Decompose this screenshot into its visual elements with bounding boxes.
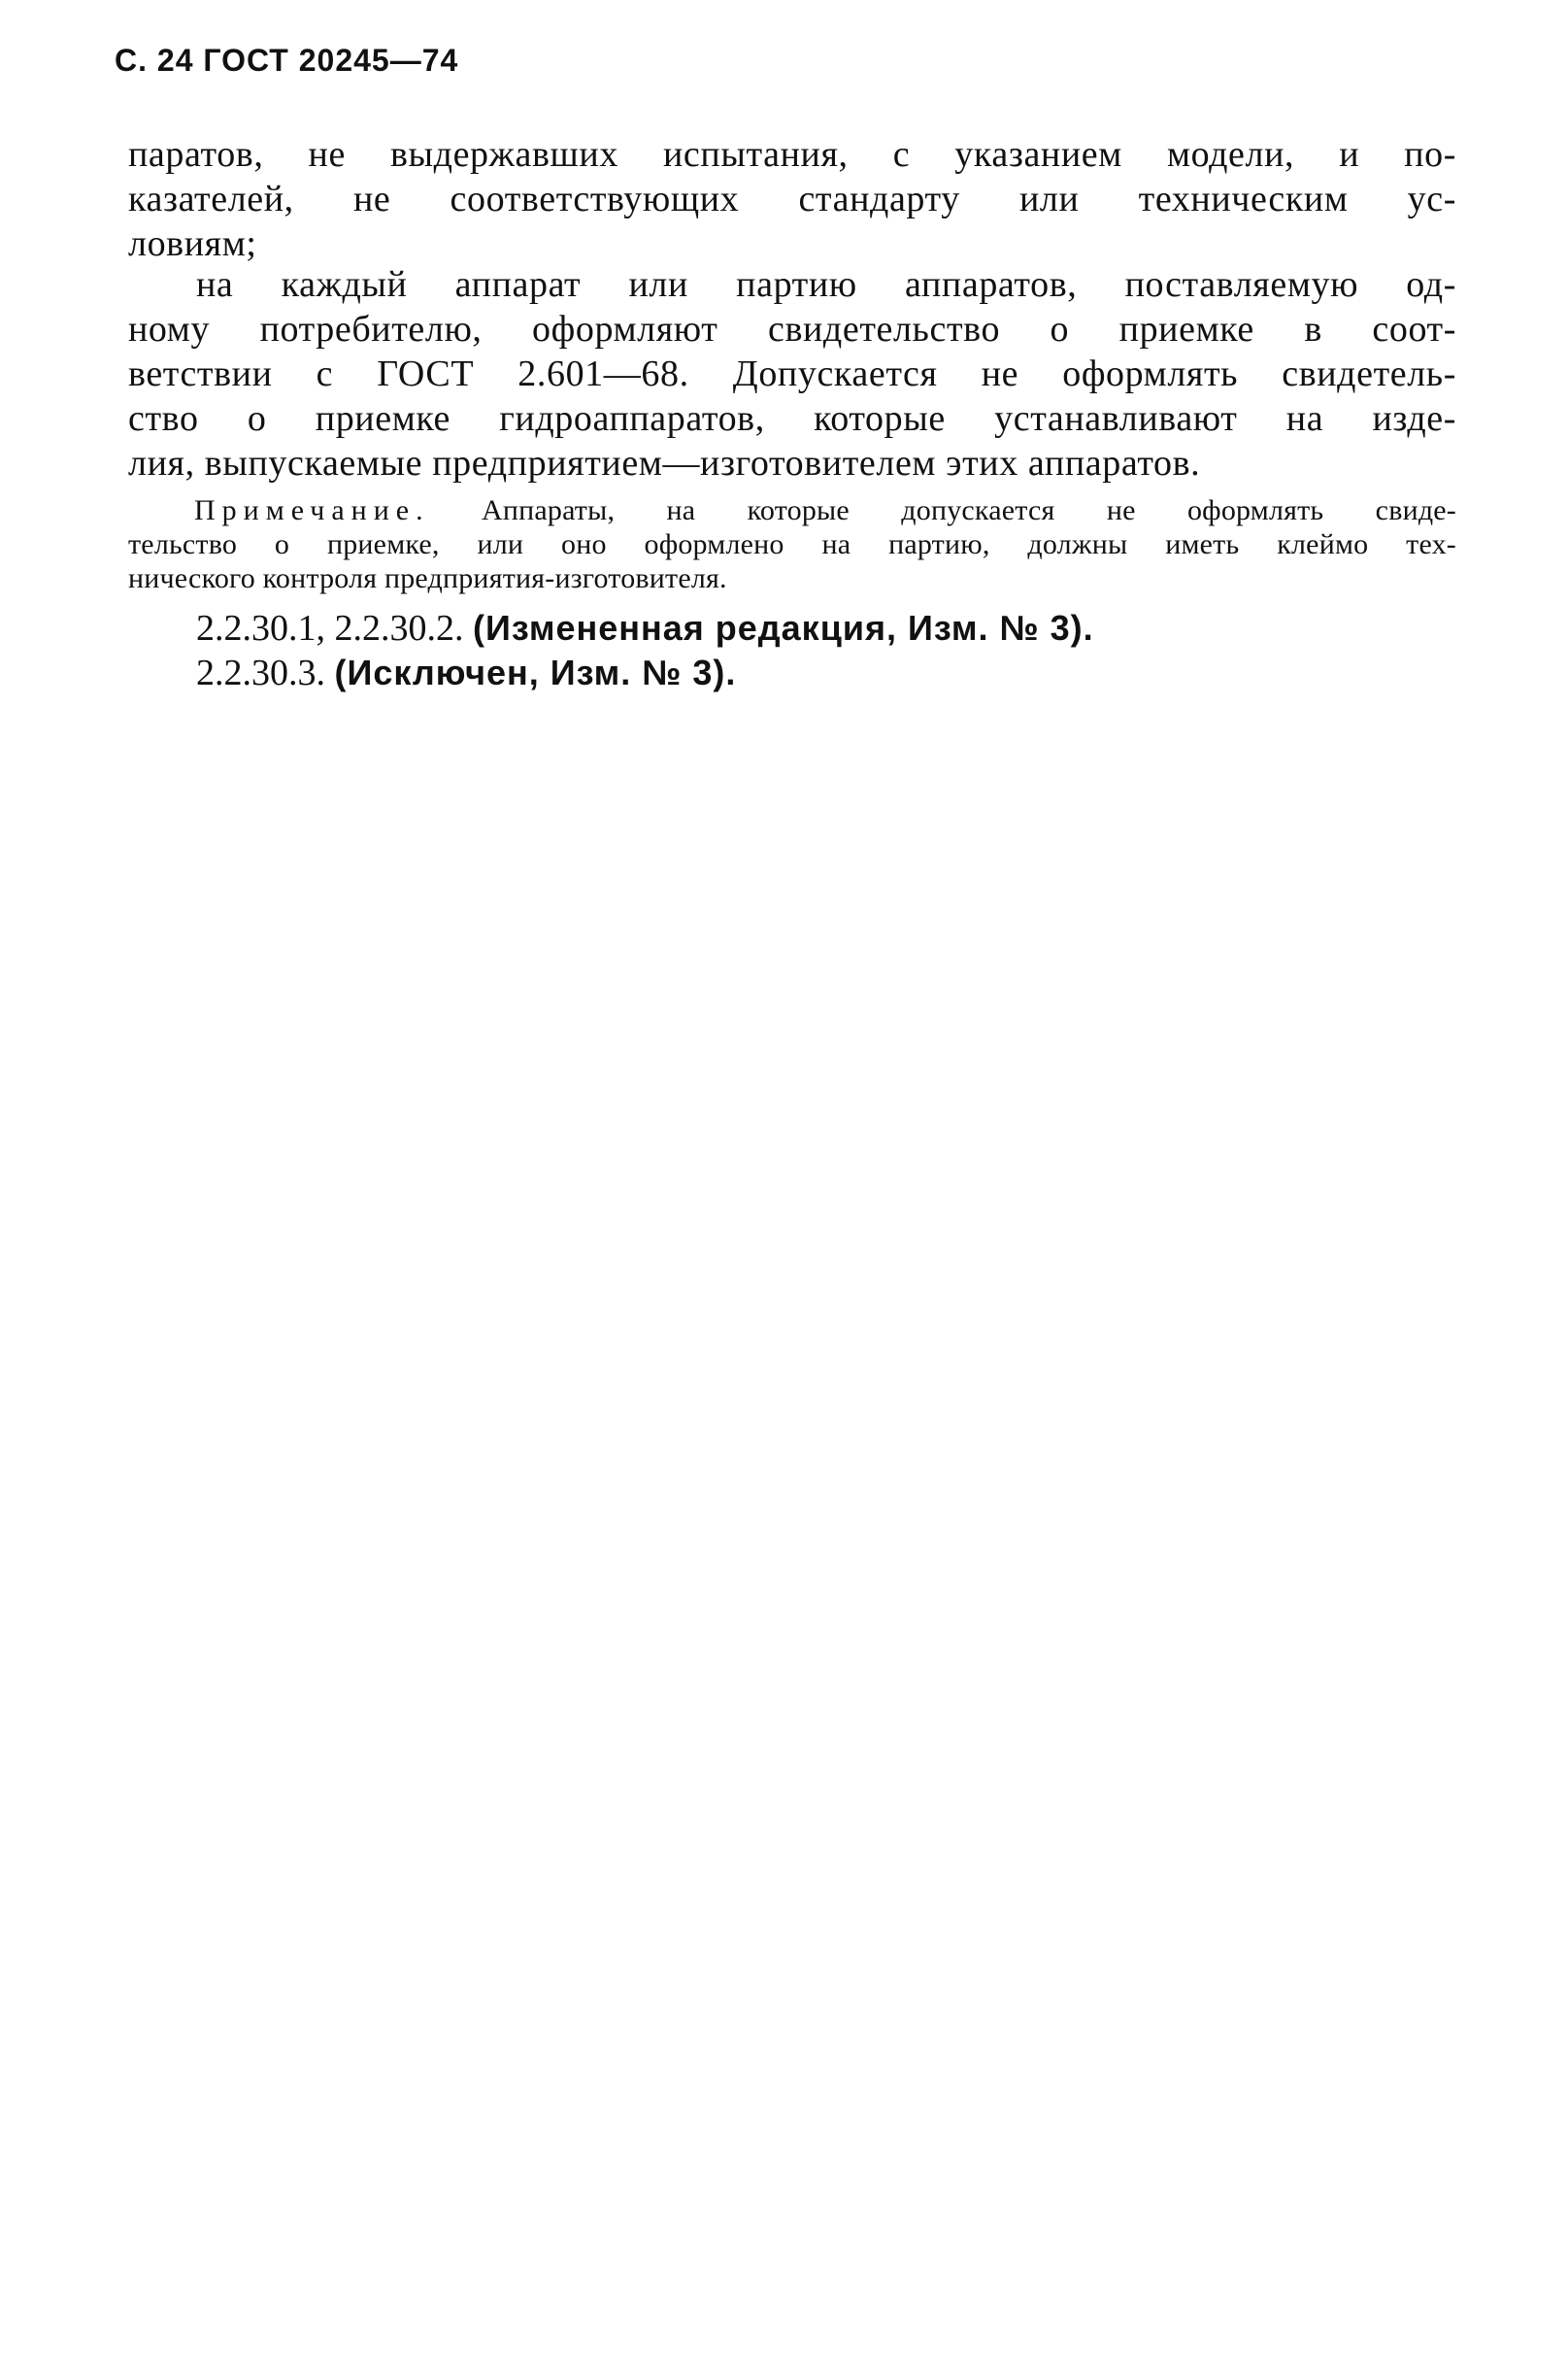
paragraph-continuation bbox=[128, 132, 1456, 266]
text-line: ловиям; bbox=[128, 223, 257, 264]
text-line: ветствии с ГОСТ 2.601—68. Допускается не оформлять свидетель- bbox=[128, 353, 1456, 394]
note-first-line bbox=[194, 493, 1456, 527]
clause-ref: 2.2.30.3. bbox=[196, 653, 335, 693]
note-text: Аппараты, на которые допускается не оформлять свиде- bbox=[429, 494, 1456, 526]
paragraph-certificate bbox=[128, 262, 1456, 486]
clause-ref: 2.2.30.1, 2.2.30.2. bbox=[196, 608, 473, 649]
note-continuation bbox=[128, 527, 1456, 595]
note-line bbox=[194, 493, 1456, 527]
amendment-note: (Измененная редакция, Изм. № 3). bbox=[473, 608, 1094, 648]
note-label: Примечание. bbox=[194, 494, 430, 526]
note-line: тельство о приемке, или оно оформлено на партию, должны иметь клеймо тех- bbox=[128, 528, 1456, 560]
note-line: нического контроля предприятия-изготовителя. bbox=[128, 562, 727, 594]
text-line: лия, выпускаемые предприятием—изготовителем этих аппаратов. bbox=[128, 443, 1201, 484]
text-line: ство о приемке гидроаппаратов, которые устанавливают на изде- bbox=[128, 398, 1456, 439]
amendment-line-1 bbox=[196, 606, 1094, 651]
text-line: паратов, не выдержавших испытания, с указанием модели, и по- bbox=[128, 134, 1456, 175]
text-line: казателей, не соответствующих стандарту или техническим ус- bbox=[128, 179, 1456, 219]
page-header: С. 24 ГОСТ 20245—74 bbox=[115, 43, 459, 78]
text-line: на каждый аппарат или партию аппаратов, поставляемую од- bbox=[196, 264, 1456, 305]
amendment-note: (Исключен, Изм. № 3). bbox=[334, 653, 737, 692]
text-line: ному потребителю, оформляют свидетельство о приемке в соот- bbox=[128, 309, 1456, 350]
amendment-line-2 bbox=[196, 651, 736, 695]
